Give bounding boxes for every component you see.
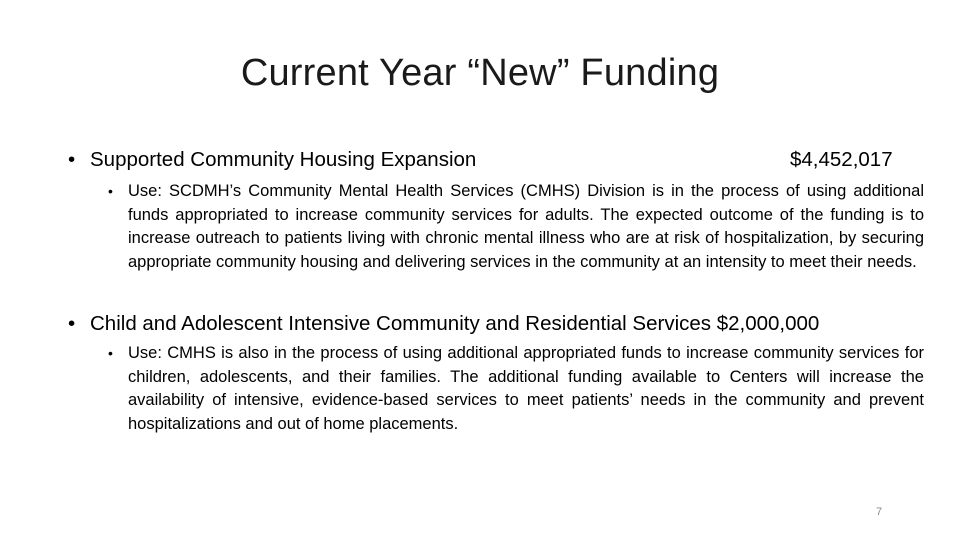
- page-number: 7: [876, 506, 883, 518]
- sub-bullet-text-child-adolescent: Use: CMHS is also in the process of using additional appropriated funds to increase community services for children, adolescents, and their families. The additional funding available to Centers will increase the availability of intensive, evidence-based services to meet patients’ needs in the community and prevent hospitalizations and out of home placements.: [128, 344, 924, 433]
- sub-bullet-text-housing: Use: SCDMH’s Community Mental Health Services (CMHS) Division is in the process of using additional funds appropriated to increase community services for adults. The expected outcome of the funding is to increase outreach to patients living with chronic mental illness who are at risk of hospitalization, by securing appropriate community housing and delivering services in the community at an intensity to meet their needs.: [128, 182, 924, 271]
- bullet-marker: •: [68, 312, 76, 335]
- sub-bullet-marker: •: [108, 345, 113, 361]
- sub-bullet-child-adolescent: [108, 342, 924, 436]
- bullet-label-housing: Supported Community Housing Expansion: [90, 148, 477, 171]
- bullet-label-child-adolescent: Child and Adolescent Intensive Community and Residential Services $2,000,000: [90, 312, 820, 335]
- bullet-marker: •: [68, 148, 76, 171]
- slide-title: Current Year “New” Funding: [240, 52, 720, 94]
- bullet-item-child-adolescent: [68, 311, 928, 337]
- bullet-amount-housing: $4,452,017: [790, 148, 893, 171]
- bullet-item-housing: [68, 147, 928, 173]
- sub-bullet-marker: •: [108, 183, 113, 199]
- sub-bullet-housing: [108, 180, 924, 274]
